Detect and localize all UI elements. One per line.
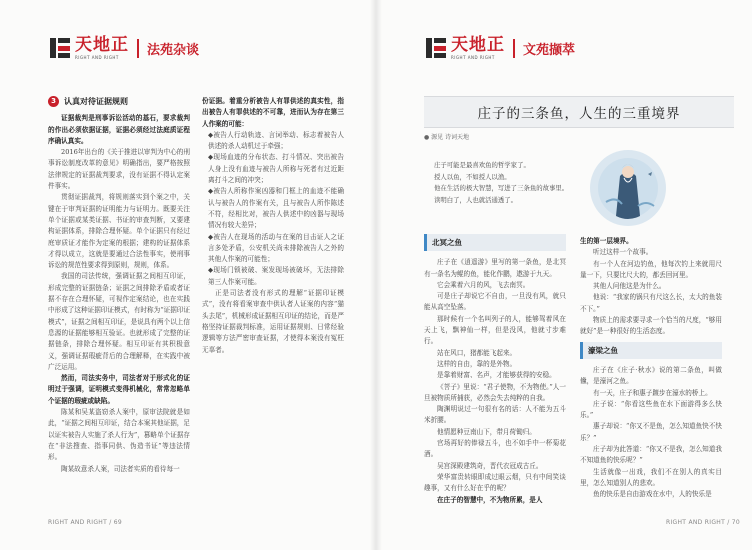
page-footer: RIGHT AND RIGHT / 70 <box>666 519 741 526</box>
paragraph: 贯彻证据裁判，将规则落实到个案之中，关键在于审判证据的证明能力与证明力。既要关注单个证据或某类证据、书证的审查判断，又要建构证据体系，排除合理怀疑。单个证据只有经过庭审质证才能作为定案的根据；建构的证据体系才得以成立，这就是要通过合法性事实，使刑事诉讼的规范性要求得到原则，规则，体系。 <box>48 193 190 270</box>
right-page <box>376 0 752 550</box>
paragraph: 物质上的需求要寻求一个恰当的尺度，“够用就好”是一种很好的生活态度。 <box>580 316 722 336</box>
subheading <box>48 96 190 107</box>
paragraph: 然而，司法实务中，司法者对于形式化的证明过于强调，证明模式变得机械化，常常忽略单个证据的瑕疵或缺陷。 <box>48 374 190 405</box>
logo-mark-icon <box>426 36 448 60</box>
paragraph: ◆被告人在现场的活动与在案的目击证人之证言多处矛盾，公安机关尚未排除被告人之外的其他人作案的可能性； <box>208 232 344 264</box>
paragraph: 鱼的快乐是自由游戏在水中，人的快乐是 <box>593 490 712 499</box>
right-header <box>426 30 575 66</box>
section-title: 文苑撷萃 <box>513 39 575 58</box>
paragraph: 站在风口，猪都能飞起来。 <box>437 348 517 357</box>
paragraph: 庄子在《庄子·秋水》说的第二条鱼，叫做儵，是濠河之鱼。 <box>580 365 722 386</box>
article-source: ● 源见 诗词天地 <box>424 134 470 141</box>
paragraph: 有一个人在河边钓鱼，他每次钓上来就用尺量一下，只要比尺大的，都丢回河里。 <box>580 259 722 279</box>
left-column-1 <box>48 96 190 475</box>
page-footer: RIGHT AND RIGHT / 69 <box>48 519 123 526</box>
paragraph: 它会乘着六月的风，飞去南冥。 <box>437 280 530 289</box>
logo <box>75 34 129 60</box>
spine-shadow <box>370 0 382 550</box>
paragraph: 读明白了，人也就活通透了。 <box>434 195 518 204</box>
paragraph: 这样的自由，靠的是外物。 <box>437 359 517 368</box>
paragraph: 陈某和吴某盗窃杀人案中，原审法院就是如此，“证据之间相互印证，结合本案其他证据，足以证实被告人实施了杀人行为”，篡略单个证据存在“非法搜查、指事同供、伪造书证”等违法情形。 <box>48 408 190 462</box>
paragraph: 惠子却说：“你又不是鱼，怎么知道鱼快不快乐？” <box>580 422 722 442</box>
subheading-number: 3 <box>48 96 59 107</box>
logo-en: RIGHT AND RIGHT <box>75 54 119 60</box>
paragraph: 庄子却为此答道：“你又不是我，怎么知道我不知道鱼的快乐呢？” <box>580 445 722 465</box>
paragraph: 其他人问他这是为什么。 <box>593 282 666 291</box>
logo-mark-icon <box>50 36 72 60</box>
paragraph: 我国的司法传统，强调证据之间相互印证，形成完整的证据链条；证据之间排除矛盾或者证据不存在合理怀疑，可视作定案结论，也在实践中形成了这种证据印证模式，有时称为“证据印证模式”，证据之间相互印证，是说具有两个以上信息源的证据能够相互验证。也就形成了完整的证据链条，排除合理怀疑。相互印证有其积极意义，强调证据瑕疵背后的合理解释，在实践中被广泛运用。 <box>48 272 190 371</box>
paragraph: 授人以鱼，不如授人以渔。 <box>434 172 511 181</box>
paragraph: 证据裁判是刑事诉讼活动的基石，要求裁判的作出必须依据证据，证据必须经过法庭质证程序确认真实。 <box>48 114 190 145</box>
paragraph: 可是庄子却说它不自由，一旦没有风，就只能从高空坠落。 <box>424 292 566 312</box>
logo <box>451 34 505 60</box>
paragraph: 庄子说：“你看这些鱼在水下面游得多么快乐。” <box>580 399 722 420</box>
paragraph: 陶渊明说过一句很有名的话：人不能为五斗米折腰。 <box>424 405 566 425</box>
article-title: 庄子的三条鱼，人生的三重境界 <box>424 96 734 128</box>
paragraph: 庄子在《逍遥游》里写的第一条鱼，是北冥有一条名为鲲的鱼，能化作鹏，遨游于九天。 <box>424 258 566 278</box>
paragraph: 是靠着财富、名声，才能够获得的安稳。 <box>437 371 556 380</box>
paragraph: 2016年出台的《关于推进以审判为中心的刑事诉讼制度改革的意见》明确指出，要严格按照法律规定的证据裁判要求，没有证据不得认定案件事实。 <box>48 148 190 191</box>
paragraph: ◆现场门锁被破、案发现场被破坏，无法排除第三人作案可能。 <box>208 266 344 286</box>
paragraph: 荣华富贵转眼即成过眼云烟，只有中间笑谈趣事，又有什么好在乎的呢？ <box>424 472 566 493</box>
subhead-haoliang: 濠梁之鱼 <box>580 342 722 359</box>
paragraph: 那时候有一个名叫列子的人，能够驾着风在天上飞，飘神仙一样，但是没风，他就寸步难行。 <box>424 314 566 346</box>
logo-cn: 天地正 <box>75 34 129 55</box>
right-column-1 <box>424 230 566 506</box>
subheading-text: 认真对待证据规则 <box>64 97 128 106</box>
paragraph: 他在生活的极大智慧，写进了三条鱼的故事里。 <box>434 184 569 192</box>
paragraph: 有一天，庄子和惠子踱步在濠水的桥上。 <box>593 388 712 397</box>
paragraph: 官场再好的俸禄五斗，也不如手中一杯菊花酒。 <box>424 439 566 459</box>
paragraph: 在庄子的智慧中，不为物所累，是人 <box>437 495 543 504</box>
paragraph: ◆被告人所称作案凶器和门框上的血迹不能确认与被告人的作案有关，且与被告人所作陈述不符，经相比对，被告人供述中的凶器与现场情况有较大差异； <box>208 187 344 230</box>
sage-illustration-icon <box>588 146 668 230</box>
logo-cn: 天地正 <box>451 34 505 55</box>
article-intro <box>434 160 574 206</box>
paragraph: 庄子可能是最喜欢鱼的哲学家了。 <box>434 161 530 169</box>
paragraph: 生活就像一出戏，我们不在别人的真实目里，怎么知道别人的悲欢。 <box>580 467 722 487</box>
paragraph: 他情愿种豆南山下，带月荷锄归。 <box>437 427 536 436</box>
subhead-beiming: 北冥之鱼 <box>424 234 566 251</box>
section-title: 法苑杂谈 <box>137 39 199 58</box>
left-header <box>50 30 199 66</box>
paragraph: ◆被告人行动轨迹、言词举动、标志着被告人供述的杀人动机过于牵强； <box>208 130 344 151</box>
paragraph: ◆现场血迹的分布状态、打斗情况、突出被告人身上没有血迹与被告人所称与死者有过近距离打斗之间的冲突； <box>208 153 344 185</box>
paragraph: 陶某故意杀人案，司法者实质的看待每一 <box>61 464 180 473</box>
paragraph: 生的第一层境界。 <box>580 237 633 245</box>
paragraph: 听过这样一个故事。 <box>593 248 653 257</box>
right-column-2 <box>580 236 722 501</box>
paragraph: 他说：“我家的锅只有尺这么长，太大的鱼装不下。” <box>580 293 722 313</box>
left-column-2 <box>202 96 344 356</box>
logo-en: RIGHT AND RIGHT <box>451 54 495 60</box>
paragraph: 正是司法者没有形式的理解“证据印证模式”，没有将看案审查中供认者人证案的内容“猫头去尾”，机械形成证据相互印证的结论，而是严格坚持证据裁判标准，运用证据规则、日常经验逻辑等方法严密审查证据，才使得本案没有冤枉无辜者。 <box>202 289 344 354</box>
paragraph: 吴宫深殿建筑奇，晋代衣冠成古丘。 <box>437 461 543 470</box>
paragraph: 份证据。着重分析被告人有罪供述的真实性，指出被告人有罪供述的不可靠，进而认为存在第三人作案的可能： <box>202 97 344 128</box>
paragraph: 《菩子》里说：“君子使物，不为物使。”人一旦被物质所捕获，必然会失去纯粹的自我。 <box>424 382 566 402</box>
